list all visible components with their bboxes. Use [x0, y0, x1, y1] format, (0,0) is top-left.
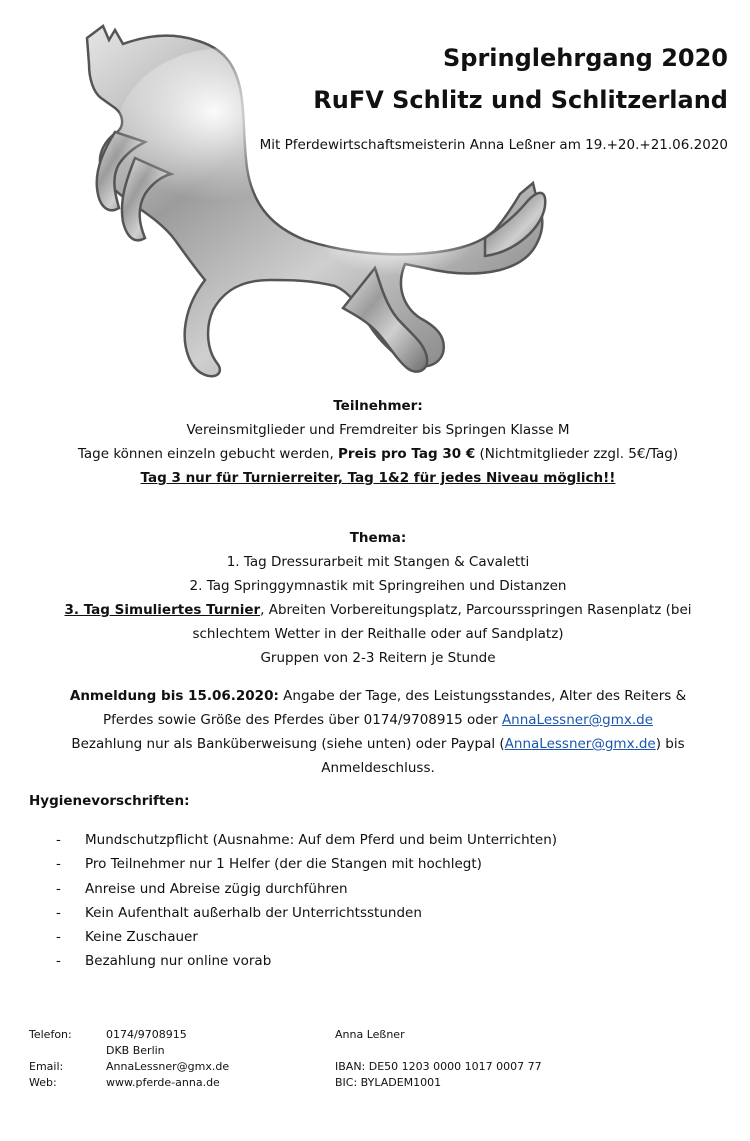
- account-holder: Anna Leßner: [335, 1028, 405, 1041]
- bullet-dash-icon: -: [56, 953, 61, 970]
- footer-bank: [335, 1027, 542, 1091]
- participants-line2: [20, 442, 736, 466]
- price-label: Preis pro Tag 30 €: [338, 446, 476, 462]
- theme-day1: 1. Tag Dressurarbeit mit Stangen & Cavaletti: [226, 554, 530, 570]
- registration-line2: [20, 708, 736, 732]
- bank-name: DKB Berlin: [106, 1044, 165, 1057]
- theme-day3-text: , Abreiten Vorbereitungsplatz, Parcoursspringen Rasenplatz (bei: [260, 602, 692, 618]
- subtitle: Mit Pferdewirtschaftsmeisterin Anna Leßner am 19.+20.+21.06.2020: [259, 137, 728, 153]
- theme-day3-title: 3. Tag Simuliertes Turnier: [64, 602, 261, 618]
- list-item: [56, 925, 557, 949]
- email-link[interactable]: AnnaLessner@gmx.de: [501, 712, 654, 728]
- paypal-email-link[interactable]: AnnaLessner@gmx.de: [504, 736, 656, 752]
- participants-note: Tag 3 nur für Turnierreiter, Tag 1&2 für jedes Niveau möglich!!: [140, 470, 616, 486]
- list-item-text: Mundschutzpflicht (Ausnahme: Auf dem Pferd und beim Unterrichten): [85, 832, 558, 848]
- list-item: [56, 949, 557, 973]
- bic: BIC: BYLADEM1001: [335, 1076, 442, 1089]
- list-item-text: Pro Teilnehmer nur 1 Helfer (der die Stangen mit hochlegt): [85, 856, 482, 873]
- list-item-text: Keine Zuschauer: [85, 929, 198, 946]
- list-item: [56, 852, 557, 876]
- phone-number: 0174/9708915: [106, 1028, 187, 1041]
- registration-text3-post: ) bis: [655, 736, 685, 752]
- registration-deadline: Anmeldung bis 15.06.2020:: [69, 688, 279, 704]
- hygiene-list: [56, 828, 557, 974]
- participants-section: [20, 394, 736, 490]
- list-item-text: Bezahlung nur online vorab: [85, 953, 272, 970]
- registration-line4: Anmeldeschluss.: [321, 760, 435, 776]
- footer-web[interactable]: www.pferde-anna.de: [106, 1076, 220, 1089]
- registration-section: [20, 684, 736, 780]
- bullet-dash-icon: -: [56, 832, 61, 848]
- registration-line3: [20, 732, 736, 756]
- footer-email[interactable]: AnnaLessner@gmx.de: [106, 1060, 230, 1073]
- phone-label: Telefon:: [29, 1028, 72, 1041]
- club-name: RuFV Schlitz und Schlitzerland: [313, 86, 728, 114]
- registration-text2: Pferdes sowie Größe des Pferdes über 0174/9708915 oder: [102, 712, 502, 728]
- participants-line2-post: (Nichtmitglieder zzgl. 5€/Tag): [475, 446, 679, 462]
- bullet-dash-icon: -: [56, 904, 61, 921]
- theme-heading: Thema:: [349, 530, 407, 546]
- list-item-text: Kein Aufenthalt außerhalb der Unterrichtsstunden: [85, 904, 422, 921]
- footer-labels: [29, 1027, 72, 1091]
- hygiene-heading: Hygienevorschriften:: [29, 793, 190, 809]
- theme-groups: Gruppen von 2-3 Reitern je Stunde: [260, 650, 496, 666]
- list-item: [56, 901, 557, 925]
- iban: IBAN: DE50 1203 0000 1017 0007 77: [335, 1060, 542, 1073]
- list-item: [56, 877, 557, 901]
- bullet-dash-icon: -: [56, 929, 61, 946]
- email-label: Email:: [29, 1060, 64, 1073]
- horse-logo-icon: [75, 18, 565, 388]
- theme-day3-cont: schlechtem Wetter in der Reithalle oder auf Sandplatz): [192, 626, 564, 642]
- footer-values: [106, 1027, 229, 1091]
- list-item: [56, 828, 557, 852]
- participants-line1: Vereinsmitglieder und Fremdreiter bis Springen Klasse M: [186, 422, 570, 438]
- registration-line1: [20, 684, 736, 708]
- theme-day2: 2. Tag Springgymnastik mit Springreihen und Distanzen: [189, 578, 567, 594]
- participants-heading: Teilnehmer:: [333, 398, 423, 414]
- list-item-text: Anreise und Abreise zügig durchführen: [85, 880, 348, 897]
- web-label: Web:: [29, 1076, 57, 1089]
- theme-day3: [20, 598, 736, 622]
- theme-section: [20, 526, 736, 670]
- registration-text3: Bezahlung nur als Banküberweisung (siehe unten) oder Paypal (: [71, 736, 505, 752]
- bullet-dash-icon: -: [56, 856, 61, 873]
- page-title: Springlehrgang 2020: [442, 44, 728, 72]
- registration-text1: Angabe der Tage, des Leistungsstandes, Alter des Reiters &: [278, 688, 687, 704]
- participants-line2-pre: Tage können einzeln gebucht werden,: [77, 446, 339, 462]
- bullet-dash-icon: -: [56, 880, 61, 897]
